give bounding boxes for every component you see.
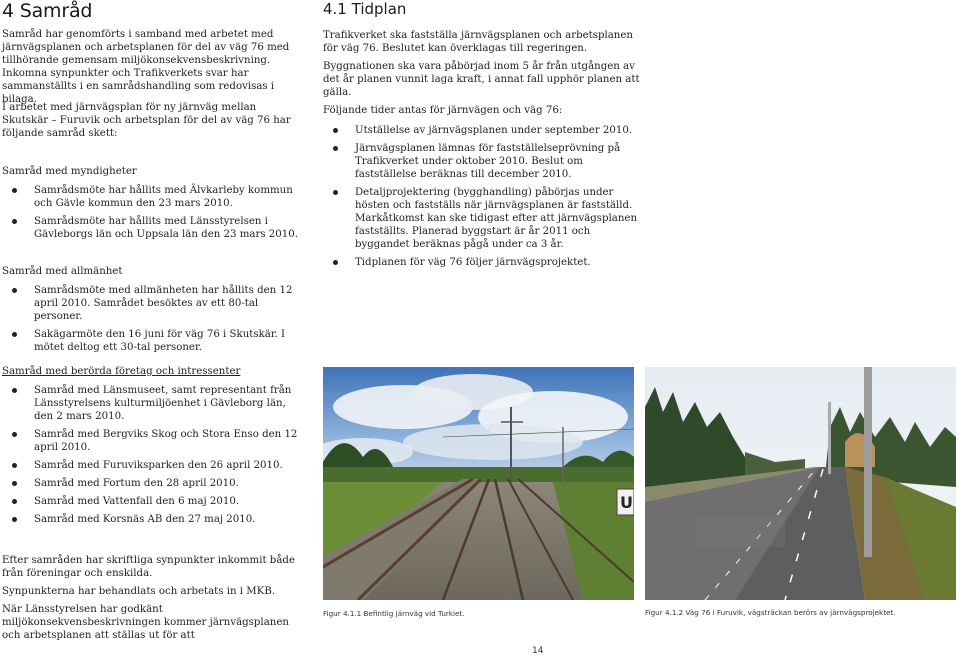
list-item: Samråd med Furuviksparken den 26 april 2010. <box>2 459 307 472</box>
tidplan-paragraph: Trafikverket ska fastställa järnvägsplanen och arbetsplanen för väg 76. Beslutet kan överklagas till regeringen. <box>323 30 633 54</box>
list-item: Samråd med Korsnäs AB den 27 maj 2010. <box>2 513 307 526</box>
allmanhet-title: Samråd med allmänhet <box>2 266 123 277</box>
list-item: Samråd med Bergviks Skog och Stora Enso den 12 april 2010. <box>2 428 307 454</box>
outro-paragraph: Efter samråden har skriftliga synpunkter inkommit både från föreningar och enskilda. <box>2 555 295 579</box>
list-item: Samråd med Vattenfall den 6 maj 2010. <box>2 495 307 508</box>
tidplan-block <box>323 29 641 274</box>
list-item: Utställelse av järnvägsplanen under september 2010. <box>323 124 641 137</box>
outro-paragraph: När Länsstyrelsen har godkänt miljökonsekvensbeskrivningen kommer järnvägsplanen och arbetsplanen att ställas ut för att <box>2 604 289 641</box>
section-heading: 4 Samråd <box>2 0 93 22</box>
tidplan-paragraph: Följande tider antas för järnvägen och väg 76: <box>323 105 563 116</box>
intro2-paragraph: I arbetet med järnvägsplan för ny järnväg mellan Skutskär – Furuvik och arbetsplan för del av väg 76 har följande samråd skett: <box>2 102 291 139</box>
list-item: Järnvägsplanen lämnas för fastställelseprövning på Trafikverket under oktober 2010. Beslut om fastställelse beräknas till december 2010. <box>323 142 641 181</box>
sign-letter: U <box>620 493 633 512</box>
railway-photo <box>323 367 634 600</box>
figure-caption: Figur 4.1.2 Väg 76 i Furuvik, vägsträckan berörs av järnvägsprojektet. <box>645 608 896 617</box>
list-item: Samrådsmöte har hållits med Länsstyrelsen i Gävleborgs län och Uppsala län den 23 mars 2010. <box>2 215 307 241</box>
myndigheter-section <box>2 165 307 246</box>
intro2-block <box>2 101 302 140</box>
list-item: Samrådsmöte med allmänheten har hållits den 12 april 2010. Samrådet besöktes av ett 80-tal personer. <box>2 284 307 323</box>
outro-paragraph: Synpunkterna har behandlats och arbetats in i MKB. <box>2 586 276 597</box>
foretag-title: Samråd med berörda företag och intressenter <box>2 366 241 377</box>
subsection-heading: 4.1 Tidplan <box>323 0 407 18</box>
list-item: Tidplanen för väg 76 följer järnvägsprojektet. <box>323 256 641 269</box>
tidplan-list <box>323 124 641 269</box>
outro-section <box>2 554 307 647</box>
allmanhet-list <box>2 284 307 354</box>
road-photo <box>645 367 956 600</box>
list-item: Sakägarmöte den 16 juni för väg 76 i Skutskär. I mötet deltog ett 30-tal personer. <box>2 328 307 354</box>
myndigheter-title: Samråd med myndigheter <box>2 166 137 177</box>
list-item: Samråd med Fortum den 28 april 2010. <box>2 477 307 490</box>
figure-caption: Figur 4.1.1 Befintlig järnväg vid Turkiet. <box>323 609 465 618</box>
allmanhet-section <box>2 265 307 359</box>
tidplan-paragraph: Byggnationen ska vara påbörjad inom 5 år från utgången av det år planen vunnit laga kraft, i annat fall upphör planen att gälla. <box>323 61 640 98</box>
intro-paragraph: Samråd har genomförts i samband med arbetet med järnvägsplanen och arbetsplanen för del av väg 76 med tillhörande gemensam miljökonsekvensbeskrivning. Inkomna synpunkter och Trafikverkets svar har sammanställts i en samrådshandling som redovisas i bilaga. <box>2 29 290 105</box>
myndigheter-list <box>2 184 307 241</box>
intro-block <box>2 28 302 111</box>
list-item: Samråd med Länsmuseet, samt representant från Länsstyrelsens kulturmiljöenhet i Gävleborg län, den 2 mars 2010. <box>2 384 307 423</box>
list-item: Detaljprojektering (bygghandling) påbörjas under hösten och fastställs när järnvägsplanen är fastställd. Markåtkomst kan ske tidigast efter att järnvägsplanen fastställts. Planerad byggstart är år 2011 och byggandet beräknas pågå under ca 3 år. <box>323 186 641 251</box>
list-item: Samrådsmöte har hållits med Älvkarleby kommun och Gävle kommun den 23 mars 2010. <box>2 184 307 210</box>
foretag-list <box>2 384 307 526</box>
page-number: 14 <box>532 646 544 656</box>
foretag-section <box>2 365 307 531</box>
